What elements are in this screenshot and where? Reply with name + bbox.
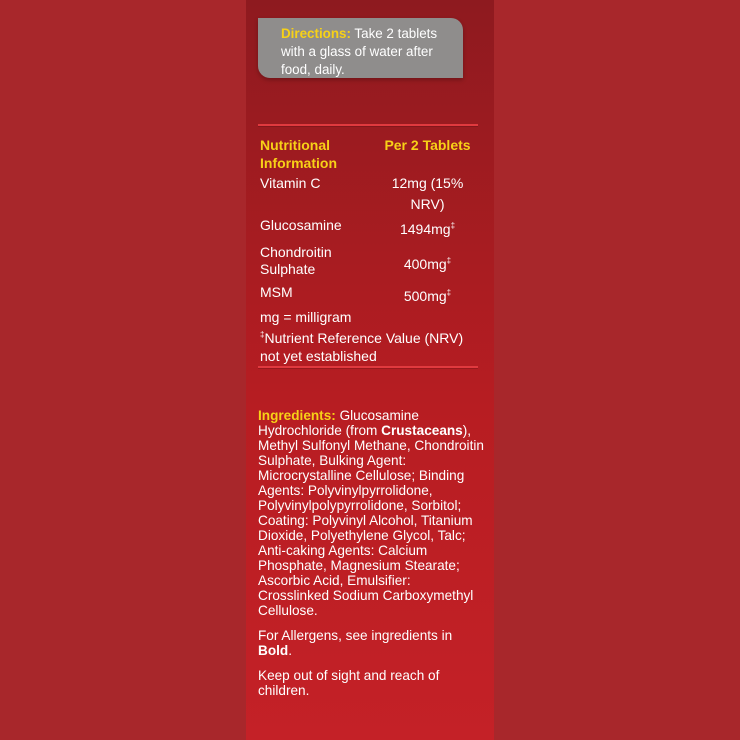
table-row bbox=[260, 238, 475, 278]
allergen-highlight: Crustaceans bbox=[381, 423, 463, 438]
nutrient-name: MSM bbox=[260, 284, 293, 300]
note-milligram: mg = milligram bbox=[260, 309, 352, 325]
nutrition-notes bbox=[260, 308, 475, 365]
nutrient-value-text: 1494mg bbox=[399, 221, 451, 237]
divider-top bbox=[258, 124, 478, 126]
allergens-note bbox=[258, 628, 484, 658]
allergens-text: For Allergens, see ingredients in bbox=[258, 628, 453, 643]
nutrition-table bbox=[260, 136, 475, 365]
nutrient-value-text: 12mg (15% NRV) bbox=[391, 175, 464, 212]
nutrient-mark: ‡ bbox=[446, 256, 452, 265]
divider-bottom bbox=[258, 366, 478, 368]
ingredients-text: Glucosamine Hydrochloride (from bbox=[258, 408, 419, 438]
nutrient-value-text: 400mg bbox=[403, 256, 447, 272]
ingredients-paragraph bbox=[258, 408, 484, 618]
allergens-bold: Bold bbox=[258, 643, 289, 658]
nutrient-value-text: 500mg bbox=[403, 288, 447, 304]
nutrition-header-right: Per 2 Tablets bbox=[384, 137, 471, 153]
ingredients-section bbox=[258, 408, 484, 708]
note-nrv bbox=[260, 326, 475, 365]
ingredients-text-rest: ), Methyl Sulfonyl Methane, Chondroitin Sulphate, Bulking Agent: Microcrystalline Cellulose; Binding Agents: Polyvinylpyrrolidone, Polyvinylpolypyrrolidone, Sorbitol; Coating: Polyvinyl Alcohol, Titanium Dioxide, Polyethylene Glycol, Talc; Anti-caking Agents: Calcium Phosphate, Magnesium Stearate; Ascorbic Acid, Emulsifier: Crosslinked Sodium Carboxymethyl Cellulose. bbox=[258, 423, 484, 618]
directions-label: Directions: bbox=[281, 26, 351, 41]
nutrient-value bbox=[380, 213, 475, 238]
allergens-end: . bbox=[288, 643, 292, 658]
warning-note: Keep out of sight and reach of children. bbox=[258, 668, 440, 698]
note-nrv-text: Nutrient Reference Value (NRV) not yet established bbox=[260, 330, 464, 364]
nutrient-value bbox=[380, 172, 475, 213]
nutrient-mark: ‡ bbox=[450, 221, 456, 230]
table-row bbox=[260, 172, 475, 213]
note-mark: ‡ bbox=[260, 330, 265, 339]
directions-text: Take 2 tablets with a glass of water after food, daily. bbox=[281, 26, 438, 77]
directions-box bbox=[258, 18, 463, 78]
nutrient-value bbox=[380, 238, 475, 278]
nutrient-name: Chondroitin Sulphate bbox=[260, 244, 332, 277]
nutrition-header bbox=[260, 136, 475, 172]
nutrient-name: Vitamin C bbox=[260, 175, 321, 191]
nutrient-value bbox=[380, 278, 475, 305]
nutrient-name: Glucosamine bbox=[260, 217, 342, 233]
table-row bbox=[260, 278, 475, 305]
nutrient-mark: ‡ bbox=[446, 288, 452, 297]
table-row bbox=[260, 213, 475, 238]
label-panel bbox=[246, 0, 494, 740]
ingredients-label: Ingredients: bbox=[258, 408, 336, 423]
nutrition-header-left: Nutritional Information bbox=[260, 137, 337, 171]
